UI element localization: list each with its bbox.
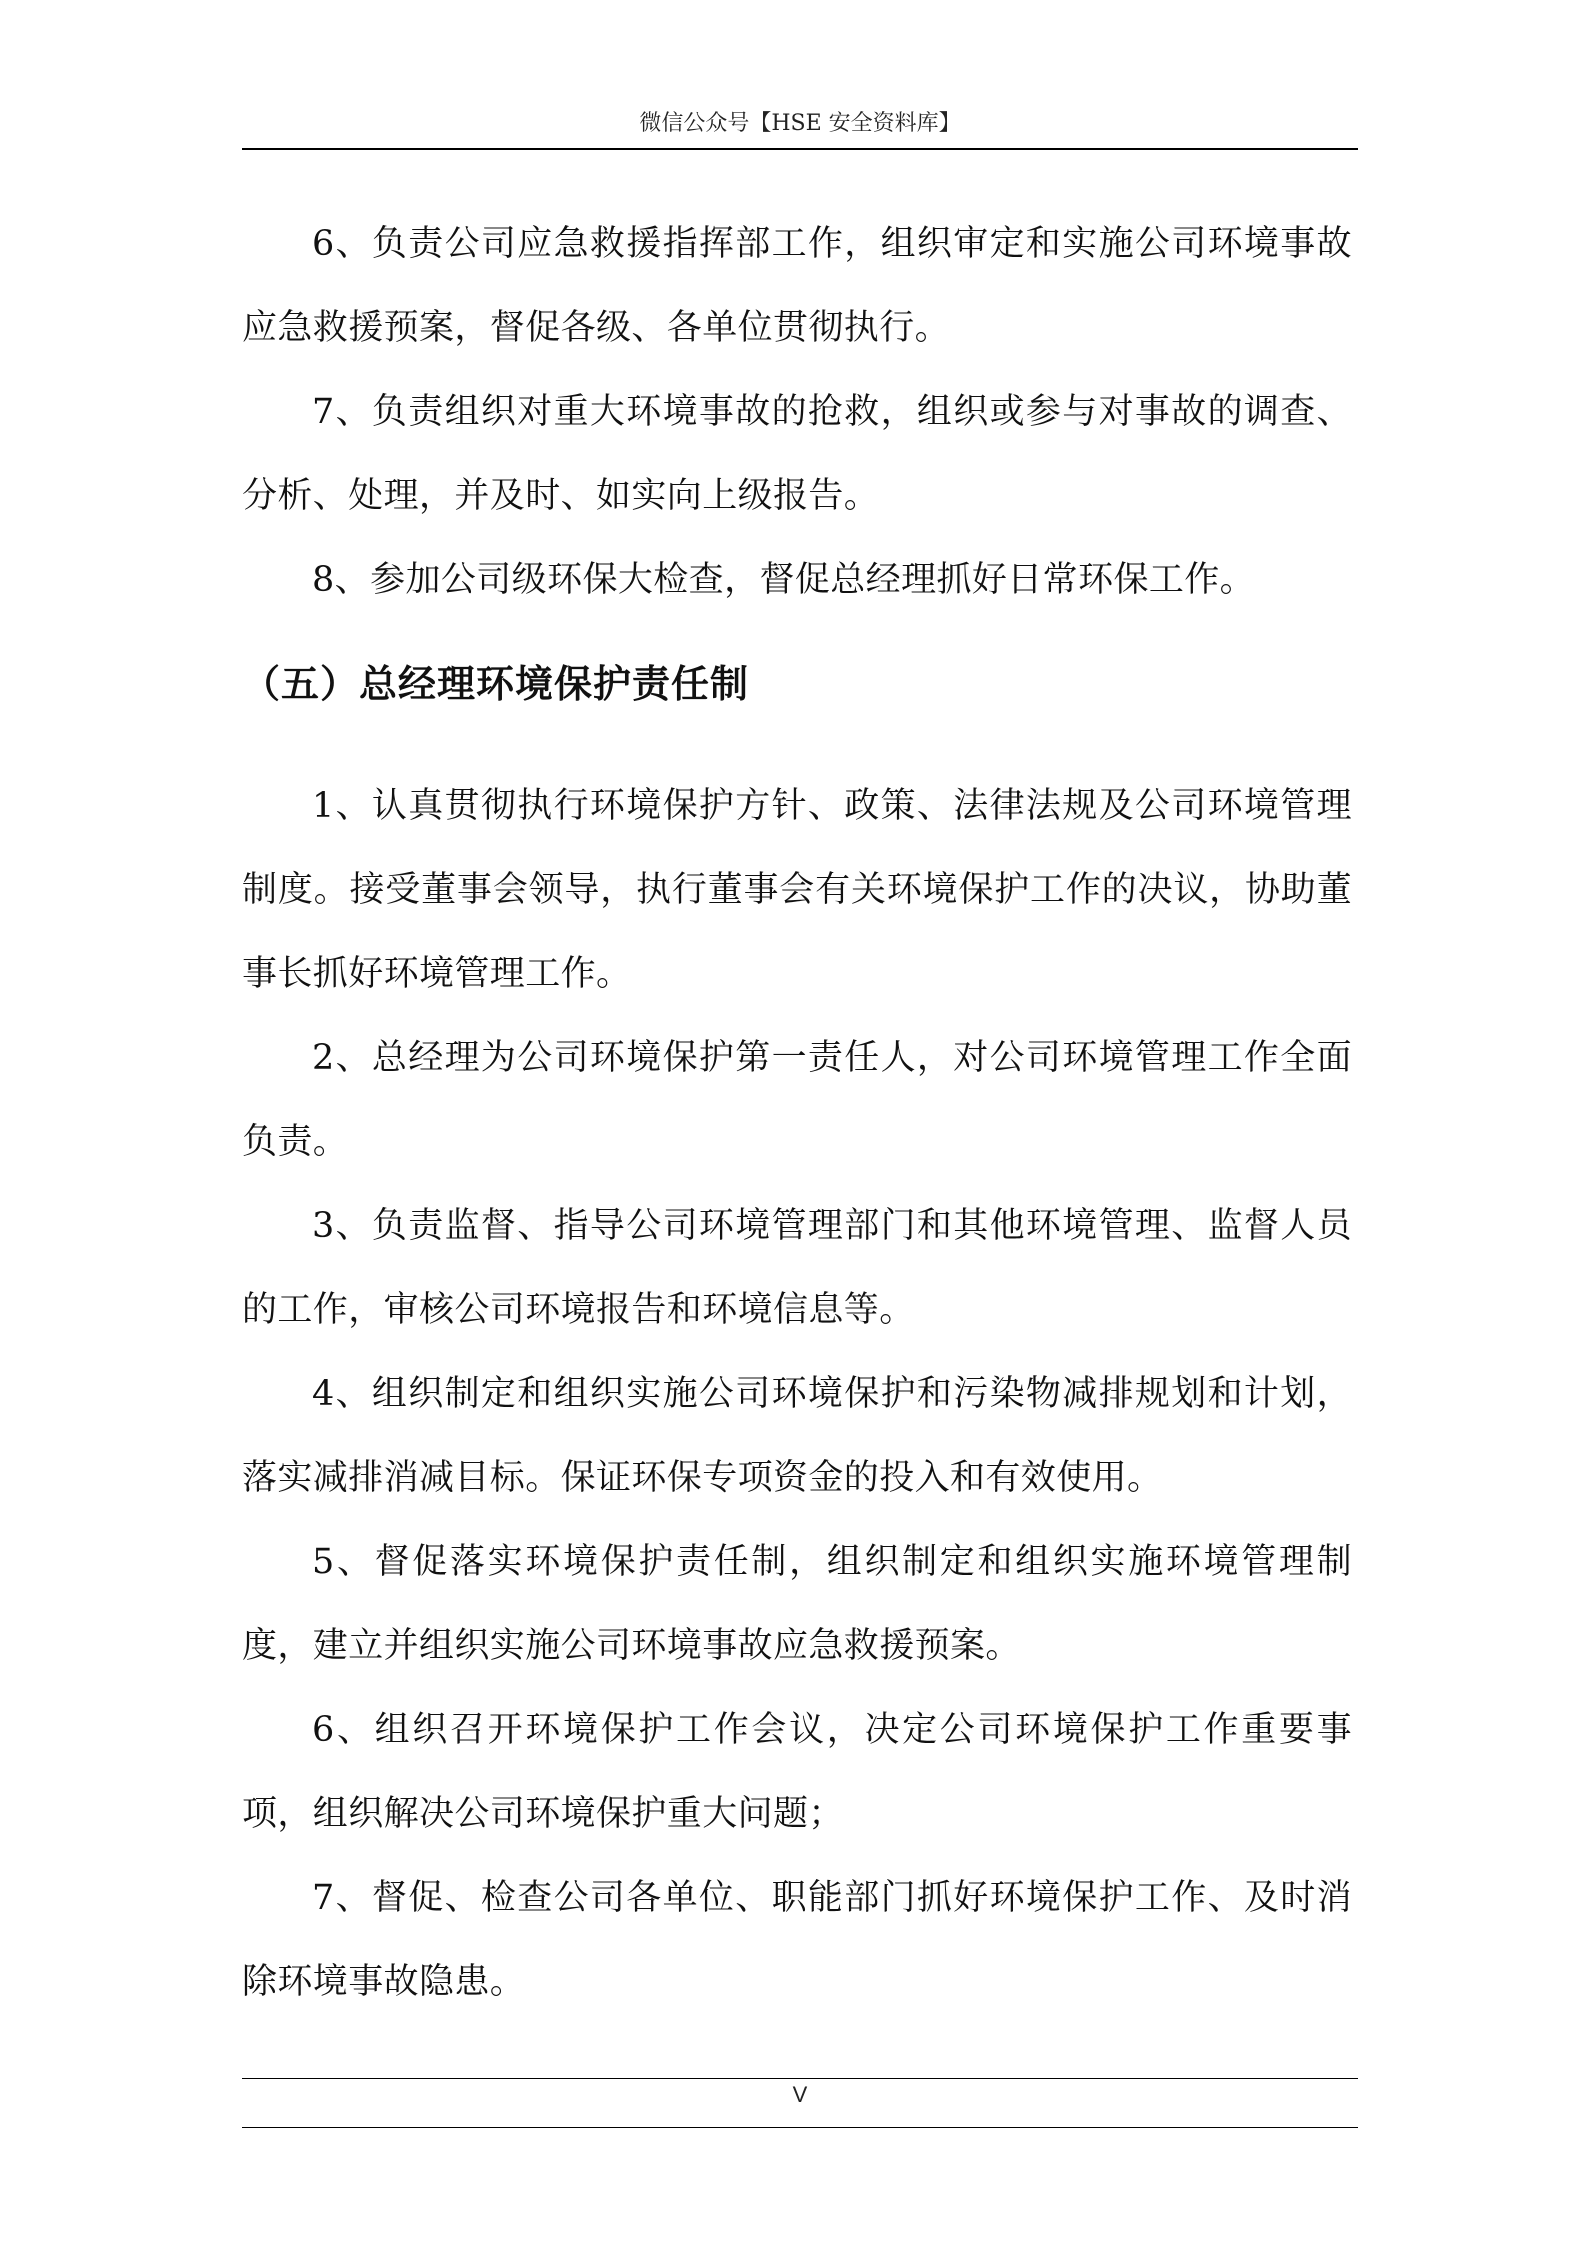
paragraph: 7、负责组织对重大环境事故的抢救，组织或参与对事故的调查、分析、处理，并及时、如实向上级报告。 [242,392,1352,516]
paragraph: 1、认真贯彻执行环境保护方针、政策、法律法规及公司环境管理制度。接受董事会领导，执行董事会有关环境保护工作的决议，协助董事长抓好环境管理工作。 [242,786,1352,994]
paragraph: 8、参加公司级环保大检查，督促总经理抓好日常环保工作。 [312,560,1256,600]
header-divider [242,148,1358,150]
footer-divider-bottom [242,2127,1358,2128]
paragraph: 6、负责公司应急救援指挥部工作，组织审定和实施公司环境事故应急救援预案，督促各级、各单位贯彻执行。 [242,224,1352,348]
page-number: V [792,2082,808,2107]
page-body [242,202,1358,2024]
page-header: 微信公众号【HSE 安全资料库】 [639,111,961,136]
paragraph: 3、负责监督、指导公司环境管理部门和其他环境管理、监督人员的工作，审核公司环境报告和环境信息等。 [242,1206,1352,1330]
paragraph: 6、组织召开环境保护工作会议，决定公司环境保护工作重要事项，组织解决公司环境保护重大问题； [242,1710,1352,1834]
footer-divider-top [242,2078,1358,2079]
paragraph: 5、督促落实环境保护责任制，组织制定和组织实施环境管理制度，建立并组织实施公司环境事故应急救援预案。 [242,1542,1352,1666]
paragraph: 7、督促、检查公司各单位、职能部门抓好环境保护工作、及时消除环境事故隐患。 [242,1878,1352,2002]
paragraph: 4、组织制定和组织实施公司环境保护和污染物减排规划和计划，落实减排消减目标。保证环保专项资金的投入和有效使用。 [242,1374,1352,1498]
paragraph: 2、总经理为公司环境保护第一责任人，对公司环境管理工作全面负责。 [242,1038,1352,1162]
section-heading: （五）总经理环境保护责任制 [242,662,750,706]
